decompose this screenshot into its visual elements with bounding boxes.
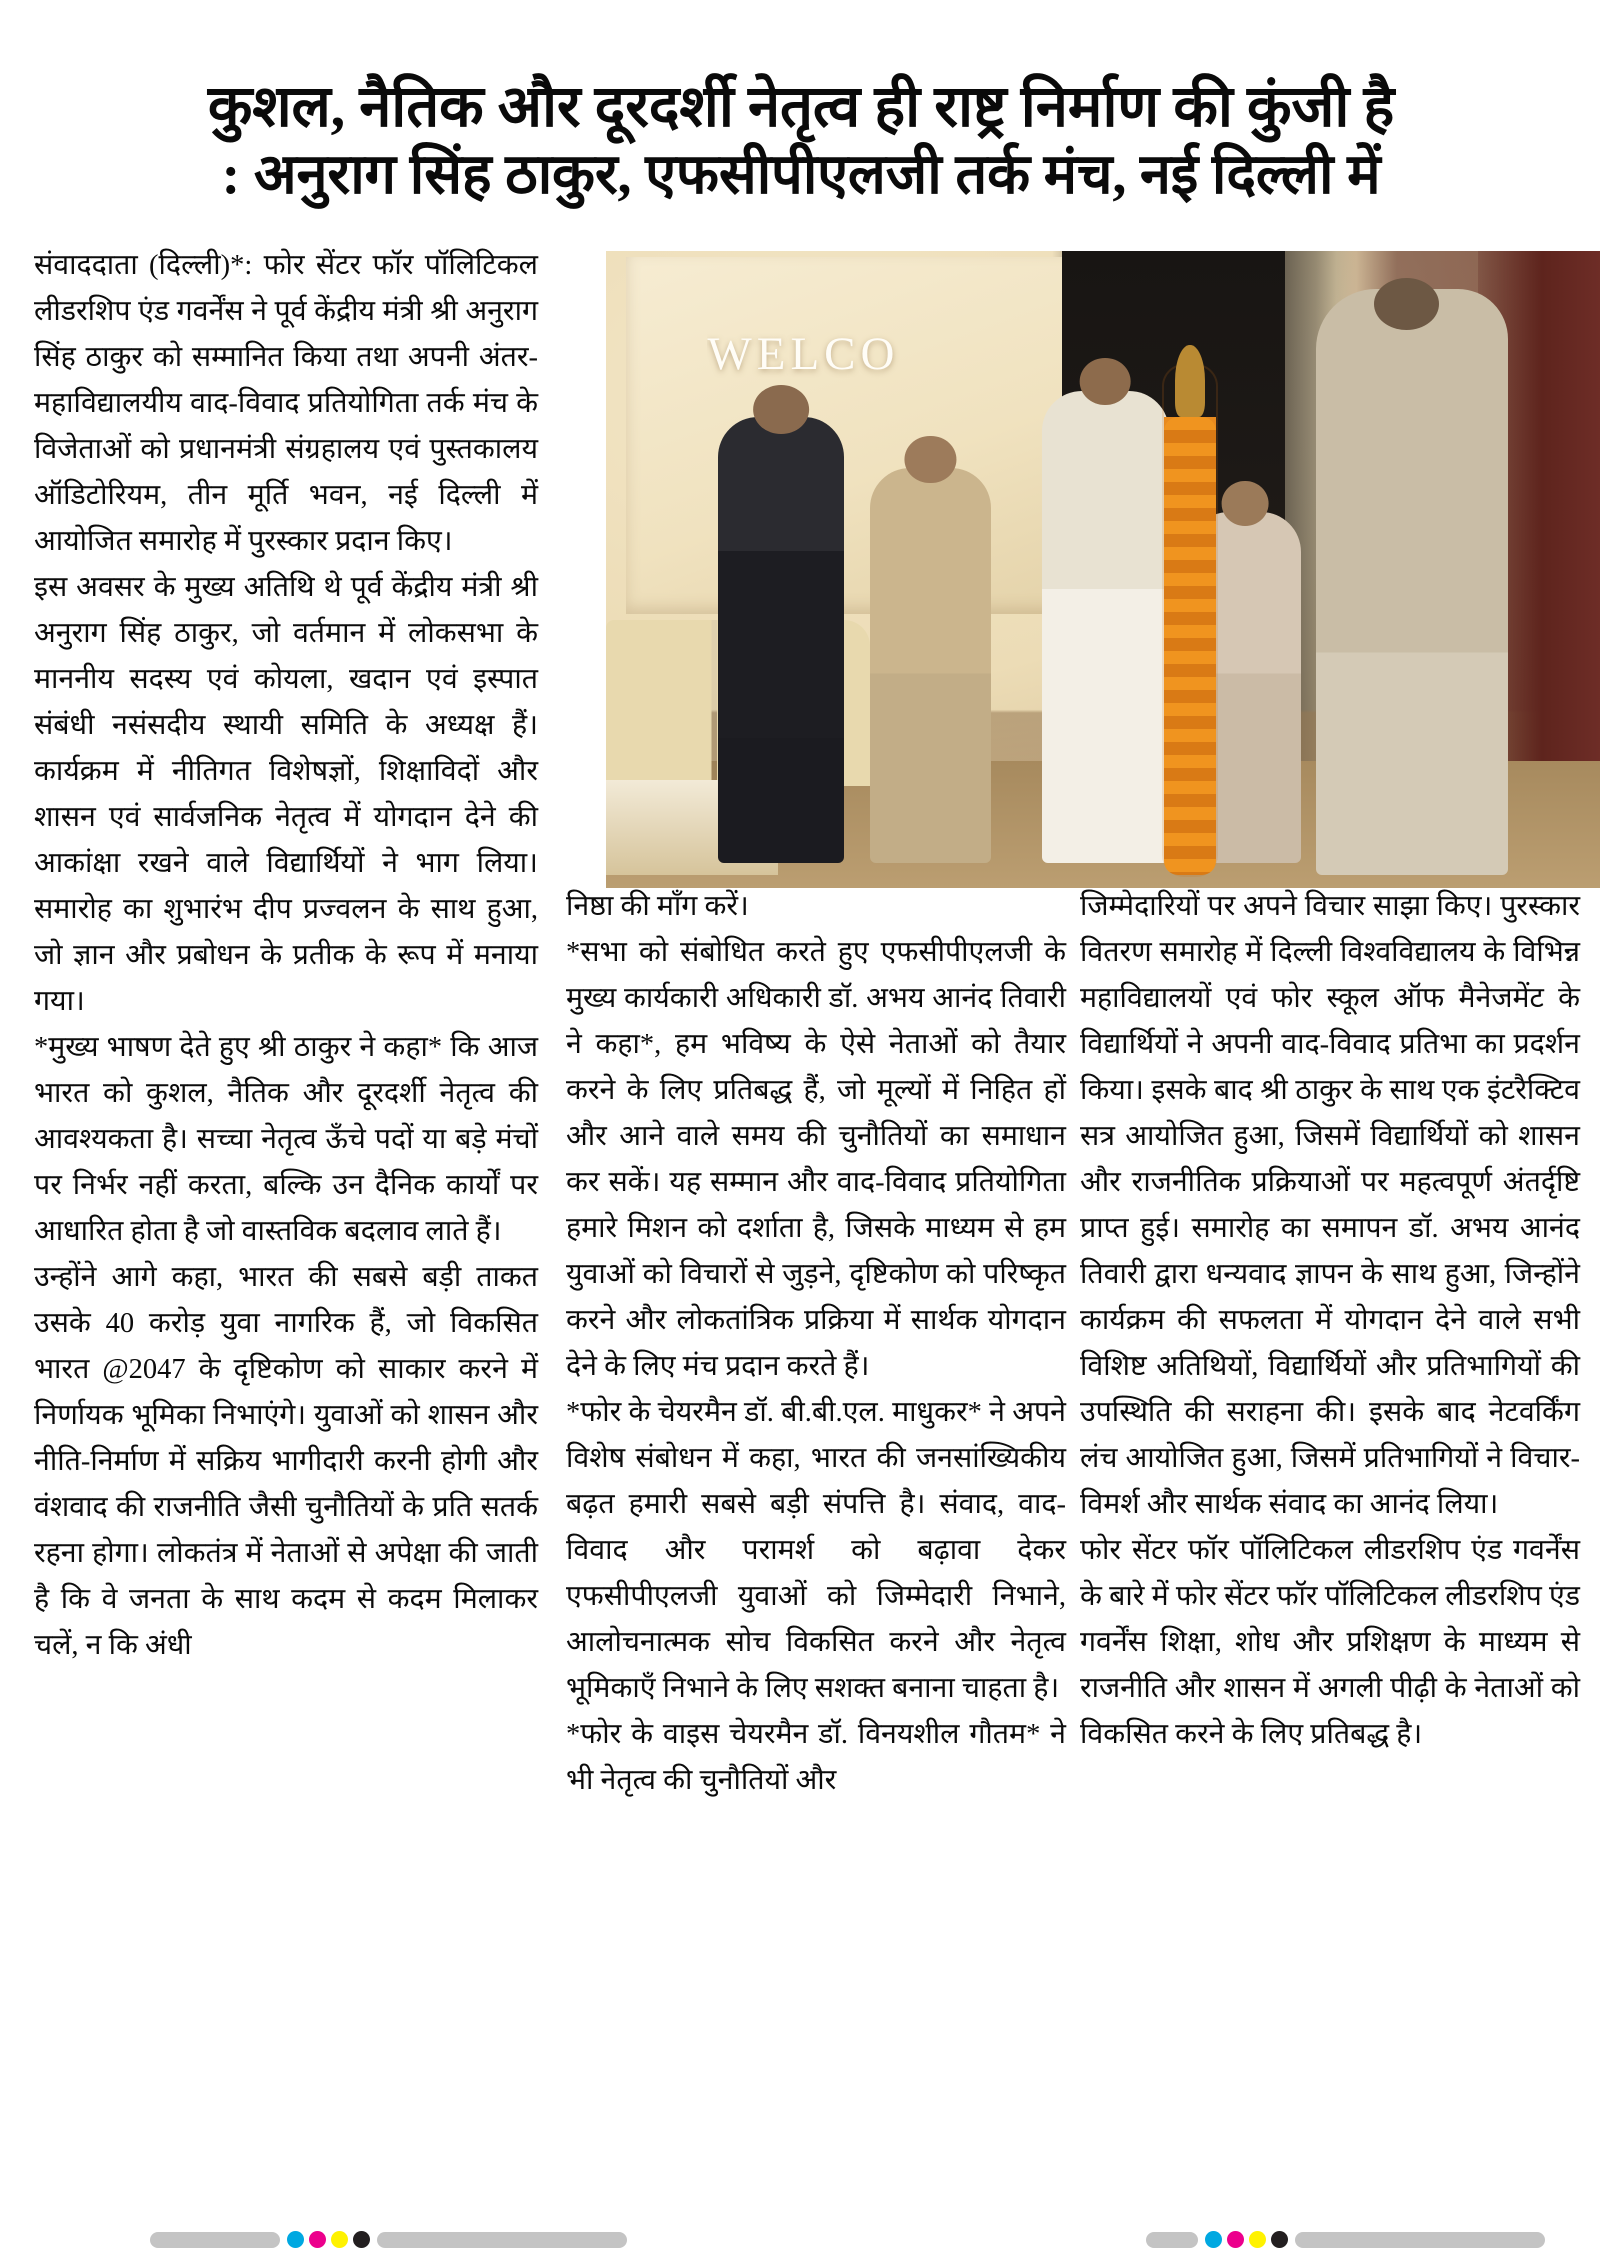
person-head-icon [1374, 278, 1440, 331]
black-dot [353, 2231, 370, 2248]
person-figure-3 [1042, 391, 1169, 862]
article-column-3 [1080, 884, 1580, 1758]
black-dot [1271, 2231, 1288, 2248]
headline-line-1: कुशल, नैतिक और दूरदर्शी नेतृत्व ही राष्ट्र निर्माण की कुंजी है [207, 74, 1395, 140]
marigold-garland [1164, 417, 1217, 876]
article-column-2 [566, 884, 1066, 1804]
paragraph: *मुख्य भाषण देते हुए श्री ठाकुर ने कहा* कि आज भारत को कुशल, नैतिक और दूरदर्शी नेतृत्व की आवश्यकता है। सच्चा नेतृत्व ऊँचे पदों या बड़े मंचों पर निर्भर नहीं करता, बल्कि उन दैनिक कार्यों पर आधारित होता है जो वास्तविक बदलाव लाते हैं। [34, 1032, 538, 1247]
paragraph: जिम्मेदारियों पर अपने विचार साझा किए। पुरस्कार वितरण समारोह में दिल्ली विश्वविद्यालय के विभिन्न महाविद्यालयों एवं फोर स्कूल ऑफ मैनेजमेंट के विद्यार्थियों ने अपनी वाद-विवाद प्रतिभा का प्रदर्शन किया। इसके बाद श्री ठाकुर के साथ एक इंटरैक्टिव सत्र आयोजित हुआ, जिसमें विद्यार्थियों को शासन और राजनीतिक प्रक्रियाओं पर महत्वपूर्ण अंतर्दृष्टि प्राप्त हुई। समारोह का समापन डॉ. अभय आनंद तिवारी द्वारा धन्यवाद ज्ञापन के साथ हुआ, जिन्होंने कार्यक्रम की सफलता में योगदान देने वाले सभी विशिष्ट अतिथियों, विद्यार्थियों और प्रतिभागियों की उपस्थिति की सराहना की। इसके बाद नेटवर्किंग लंच आयोजित हुआ, जिसमें प्रतिभागियों ने विचार-विमर्श और सार्थक संवाद का आनंद लिया। [1080, 891, 1580, 1520]
yellow-dot [331, 2231, 348, 2248]
person-figure-5 [1316, 289, 1509, 875]
registration-bar [150, 2232, 280, 2248]
article-photo [606, 251, 1600, 888]
paragraph: उन्होंने आगे कहा, भारत की सबसे बड़ी ताकत उसके 40 करोड़ युवा नागरिक हैं, जो विकसित भारत @2047 के दृष्टिकोण को साकार करने में निर्णायक भूमिका निभाएंगे। युवाओं को शासन और नीति-निर्माण में सक्रिय भागीदारी करनी होगी और वंशवाद की राजनीति जैसी चुनौतियों के प्रति सतर्क रहना होगा। लोकतंत्र में नेताओं से अपेक्षा की जाती है कि वे जनता के साथ कदम से कदम मिलाकर चलें, न कि अंधी [34, 1262, 538, 1661]
cyan-dot [1205, 2231, 1222, 2248]
registration-marks-left [150, 2231, 627, 2248]
cmyk-dots [287, 2231, 370, 2248]
registration-bar [1295, 2232, 1545, 2248]
cyan-dot [287, 2231, 304, 2248]
person-head-icon [1080, 358, 1131, 405]
paragraph: *फोर के चेयरमैन डॉ. बी.बी.एल. माधुकर* ने अपने विशेष संबोधन में कहा, भारत की जनसांख्यिकीय बढ़त हमारी सबसे बड़ी संपत्ति है। संवाद, वाद-विवाद और परामर्श को बढ़ावा देकर एफसीपीएलजी युवाओं को जिम्मेदारी निभाने, आलोचनात्मक सोच विकसित करने और नेतृत्व भूमिकाएँ निभाने के लिए सशक्त बनाना चाहता है। [566, 1397, 1066, 1704]
ceremonial-lamp [1164, 366, 1217, 876]
article-column-1 [34, 243, 538, 1669]
paragraph: फोर सेंटर फॉर पॉलिटिकल लीडरशिप एंड गवर्नेंस के बारे में फोर सेंटर फॉर पॉलिटिकल लीडरशिप एंड गवर्नेंस शिक्षा, शोध और प्रशिक्षण के माध्यम से राजनीति और शासन में अगली पीढ़ी के नेताओं को विकसित करने के लिए प्रतिबद्ध है। [1080, 1535, 1580, 1750]
photo-scene [606, 251, 1600, 888]
paragraph: संवाददाता (दिल्ली)*: फोर सेंटर फॉर पॉलिटिकल लीडरशिप एंड गवर्नेंस ने पूर्व केंद्रीय मंत्री श्री अनुराग सिंह ठाकुर को सम्मानित किया तथा अपनी अंतर-महाविद्यालयीय वाद-विवाद प्रतियोगिता तर्क मंच के विजेताओं को प्रधानमंत्री संग्रहालय एवं पुस्तकालय ऑडिटोरियम, तीन मूर्ति भवन, नई दिल्ली में आयोजित समारोह में पुरस्कार प्रदान किए। [34, 250, 538, 557]
paragraph: इस अवसर के मुख्य अतिथि थे पूर्व केंद्रीय मंत्री श्री अनुराग सिंह ठाकुर, जो वर्तमान में लोकसभा के माननीय सदस्य एवं कोयला, खदान एवं इस्पात संबंधी नसंसदीय स्थायी समिति के अध्यक्ष हैं। कार्यक्रम में नीतिगत विशेषज्ञों, शिक्षाविदों और शासन एवं सार्वजनिक नेतृत्व में योगदान देने की आकांक्षा रखने वाले विद्यार्थियों ने भाग लिया। समारोह का शुभारंभ दीप प्रज्वलन के साथ हुआ, जो ज्ञान और प्रबोधन के प्रतीक के रूप में मनाया गया। [34, 572, 538, 1017]
person-head-icon [1221, 481, 1268, 527]
registration-bar [377, 2232, 627, 2248]
headline-line-2: : अनुराग सिंह ठाकुर, एफसीपीएलजी तर्क मंच, नई दिल्ली में [221, 143, 1381, 206]
magenta-dot [1227, 2231, 1244, 2248]
paragraph: *फोर के वाइस चेयरमैन डॉ. विनयशील गौतम* ने भी नेतृत्व की चुनौतियों और [566, 1719, 1066, 1796]
paragraph: निष्ठा की माँग करें। [566, 891, 749, 922]
person-head-icon [753, 385, 809, 434]
person-figure-1 [718, 417, 845, 863]
magenta-dot [309, 2231, 326, 2248]
page-headline [34, 72, 1568, 209]
screen-welcome-text: WELCO [707, 328, 900, 381]
registration-marks-right [1146, 2231, 1545, 2248]
person-head-icon [905, 436, 956, 483]
registration-bar [1146, 2232, 1198, 2248]
paragraph: *सभा को संबोधित करते हुए एफसीपीएलजी के मुख्य कार्यकारी अधिकारी डॉ. अभय आनंद तिवारी ने कहा*, हम भविष्य के ऐसे नेताओं को तैयार करने के लिए प्रतिबद्ध हैं, जो मूल्यों में निहित हों और आने वाले समय की चुनौतियों का समाधान कर सकें। यह सम्मान और वाद-विवाद प्रतियोगिता हमारे मिशन को दर्शाता है, जिसके माध्यम से हम युवाओं को विचारों से जुड़ने, दृष्टिकोण को परिष्कृत करने और लोकतांत्रिक प्रक्रिया में सार्थक योगदान देने के लिए मंच प्रदान करते हैं। [566, 937, 1066, 1382]
person-figure-2 [870, 468, 992, 863]
yellow-dot [1249, 2231, 1266, 2248]
cmyk-dots [1205, 2231, 1288, 2248]
